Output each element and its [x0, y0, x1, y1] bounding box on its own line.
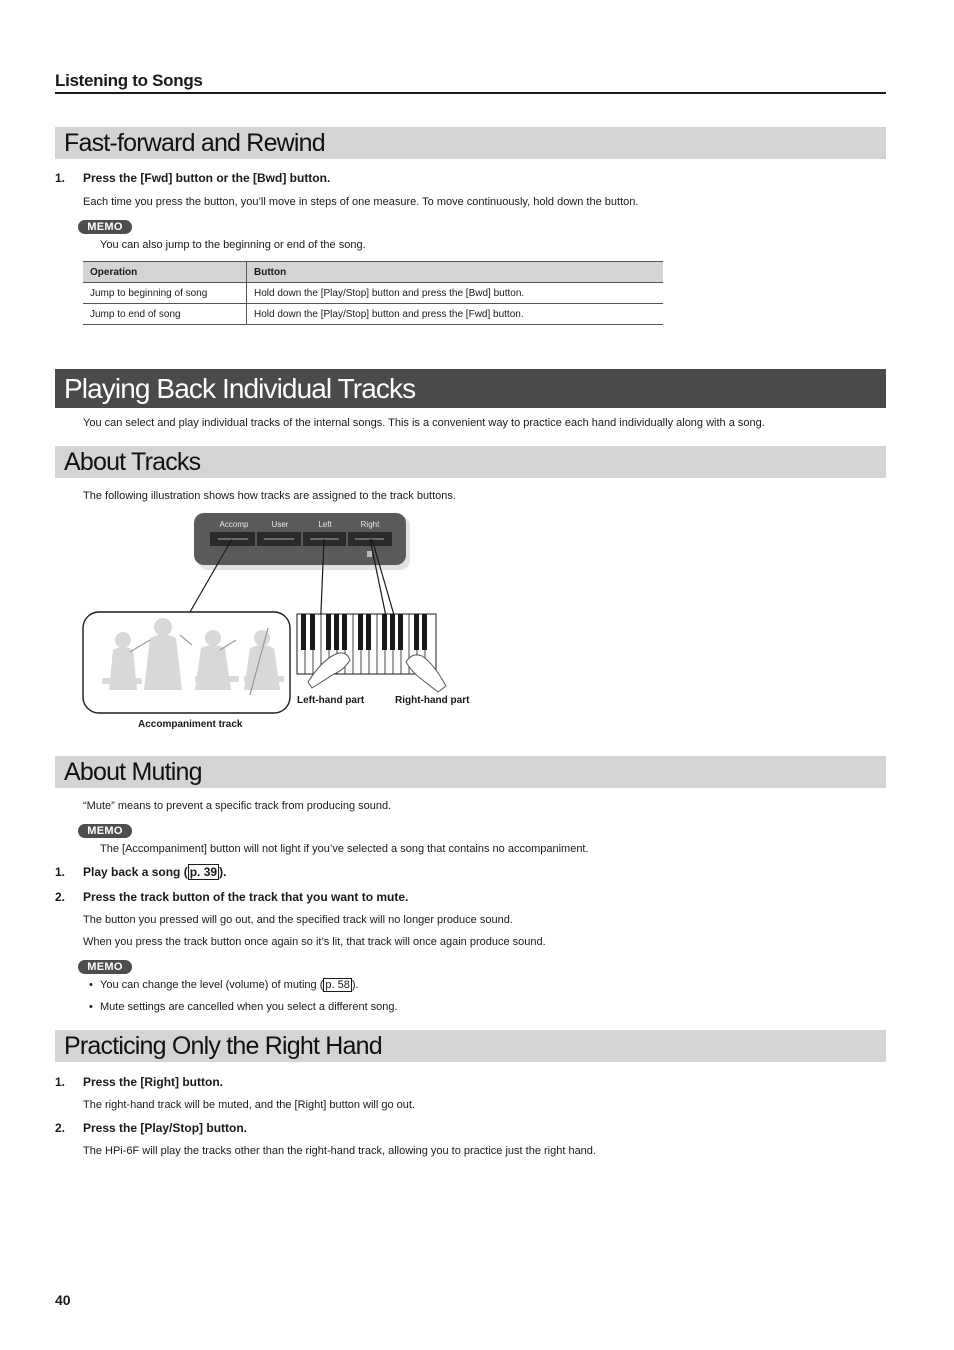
step-instruction: Press the [Play/Stop] button.	[83, 1121, 248, 1135]
step-instruction: Press the [Fwd] button or the [Bwd] button.	[83, 171, 331, 185]
section-heading-fast-forward: Fast-forward and Rewind	[55, 127, 886, 159]
memo-badge: MEMO	[78, 960, 132, 974]
step-description: When you press the track button once again so it’s lit, that track will once again produce sound.	[83, 936, 546, 948]
step-number: 1.	[55, 171, 66, 185]
operations-table	[83, 261, 663, 325]
memo-bullet-item	[100, 979, 359, 991]
memo-bullet-item: Mute settings are cancelled when you select a different song.	[100, 1001, 398, 1013]
table-header-row	[83, 262, 663, 283]
step-number: 2.	[55, 890, 66, 904]
table-header-button: Button	[247, 262, 664, 283]
step-text-suffix: ).	[219, 865, 227, 879]
page-number: 40	[55, 1292, 71, 1308]
step-instruction	[83, 865, 226, 879]
memo-badge: MEMO	[78, 824, 132, 838]
step-number: 1.	[55, 1075, 66, 1089]
page-reference-link[interactable]: p. 58	[325, 979, 350, 991]
table-cell: Hold down the [Play/Stop] button and press the [Fwd] button.	[247, 304, 664, 325]
memo-text: You can also jump to the beginning or end of the song.	[100, 239, 366, 251]
table-cell: Jump to beginning of song	[83, 283, 247, 304]
panel-label-left: Left	[318, 520, 332, 529]
panel-label-accomp: Accomp	[219, 520, 249, 529]
bullet-text-suffix: ).	[351, 979, 359, 991]
bullet-dot: •	[89, 1001, 93, 1013]
memo-badge: MEMO	[78, 220, 132, 234]
memo-text: The [Accompaniment] button will not light if you’ve selected a song that contains no accompaniment.	[100, 843, 589, 855]
caption-accompaniment-track: Accompaniment track	[138, 719, 243, 730]
panel-label-user: User	[271, 520, 289, 529]
intro-text: You can select and play individual tracks of the internal songs. This is a convenient way to practice each hand individually along with a song.	[83, 417, 765, 429]
illustration-intro: The following illustration shows how tracks are assigned to the track buttons.	[83, 490, 456, 502]
step-number: 2.	[55, 1121, 66, 1135]
step-description: The HPi-6F will play the tracks other than the right-hand track, allowing you to practice just the right hand.	[83, 1145, 596, 1157]
section-heading-right-hand: Practicing Only the Right Hand	[55, 1030, 886, 1062]
chapter-heading-individual-tracks: Playing Back Individual Tracks	[55, 369, 886, 408]
section-heading-about-muting: About Muting	[55, 756, 886, 788]
bullet-dot: •	[89, 979, 93, 991]
step-number: 1.	[55, 865, 66, 879]
step-instruction: Press the track button of the track that you want to mute.	[83, 890, 409, 904]
caption-right-hand-part: Right-hand part	[395, 695, 470, 706]
table-cell: Jump to end of song	[83, 304, 247, 325]
step-instruction: Press the [Right] button.	[83, 1075, 223, 1089]
mute-definition: “Mute” means to prevent a specific track from producing sound.	[83, 800, 392, 812]
caption-left-hand-part: Left-hand part	[297, 695, 365, 706]
running-head: Listening to Songs	[55, 70, 886, 94]
page-reference-link[interactable]: p. 39	[189, 865, 218, 879]
step-description: The button you pressed will go out, and the specified track will no longer produce sound.	[83, 914, 513, 926]
track-assignment-illustration	[80, 510, 500, 720]
table-row	[83, 304, 663, 325]
step-description: The right-hand track will be muted, and the [Right] button will go out.	[83, 1099, 416, 1111]
step-description: Each time you press the button, you’ll move in steps of one measure. To move continuously, hold down the button.	[83, 196, 639, 208]
bullet-text-prefix: You can change the level (volume) of muting (	[100, 979, 324, 991]
panel-label-right: Right	[360, 520, 380, 529]
table-cell: Hold down the [Play/Stop] button and press the [Bwd] button.	[247, 283, 664, 304]
table-header-operation: Operation	[83, 262, 247, 283]
section-heading-about-tracks: About Tracks	[55, 446, 886, 478]
table-row	[83, 283, 663, 304]
step-text-prefix: Play back a song (	[83, 865, 188, 879]
